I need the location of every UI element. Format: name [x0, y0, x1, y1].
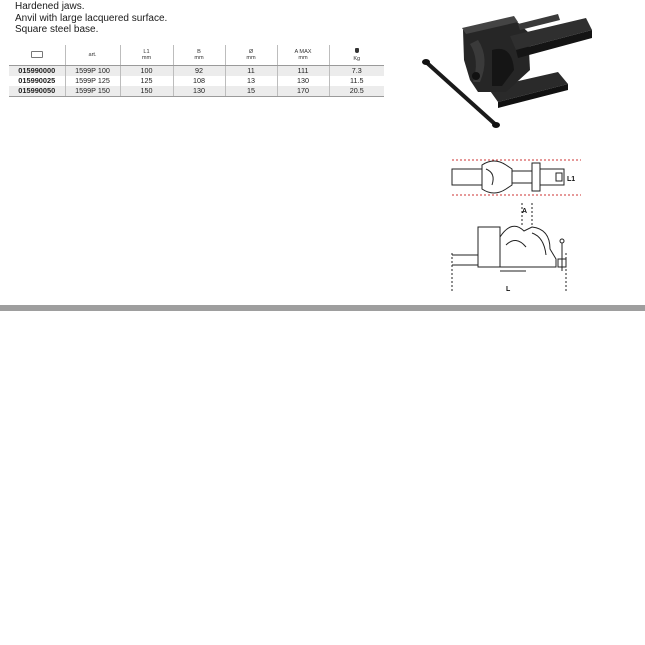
cell-a-max: 130: [277, 76, 329, 86]
table-header-row: [9, 45, 384, 66]
spec-table: [9, 45, 384, 97]
cell-art: 1599P 100: [65, 66, 120, 77]
description-line: Anvil with large lacquered surface.: [15, 12, 168, 24]
product-description: [15, 1, 167, 36]
header-art: art.: [65, 45, 120, 66]
cell-l1: 100: [120, 66, 173, 77]
table-row: [9, 66, 384, 77]
header-l1: L1 mm: [120, 45, 173, 66]
label-l1: L1: [567, 176, 576, 183]
header-diameter: Ø mm: [225, 45, 277, 66]
cell-code: 015990000: [9, 66, 65, 77]
cell-l1: 150: [120, 86, 173, 97]
bench-vise-photo: [418, 10, 598, 135]
section-divider-bar: [0, 305, 645, 311]
cell-art: 1599P 125: [65, 76, 120, 86]
header-code: [9, 45, 65, 66]
cell-code: 015990025: [9, 76, 65, 86]
cell-code: 015990050: [9, 86, 65, 97]
description-line: Square steel base.: [15, 24, 99, 35]
cell-weight: 7.3: [329, 66, 384, 77]
cell-diameter: 15: [225, 86, 277, 97]
cell-b: 92: [173, 66, 225, 77]
cell-diameter: 13: [225, 76, 277, 86]
cell-a-max: 111: [277, 66, 329, 77]
label-a: A: [522, 208, 528, 215]
header-a-max: A MAX mm: [277, 45, 329, 66]
cell-diameter: 11: [225, 66, 277, 77]
weight-icon: [355, 48, 359, 53]
dimension-drawing: [446, 155, 586, 295]
cell-weight: 11.5: [329, 76, 384, 86]
table-row: [9, 86, 384, 97]
header-b: B mm: [173, 45, 225, 66]
cell-weight: 20.5: [329, 86, 384, 97]
description-line: Hardened jaws.: [15, 1, 85, 12]
cell-b: 130: [173, 86, 225, 97]
table-row: [9, 76, 384, 86]
cell-b: 108: [173, 76, 225, 86]
code-icon: [31, 51, 43, 58]
cell-l1: 125: [120, 76, 173, 86]
cell-a-max: 170: [277, 86, 329, 97]
cell-art: 1599P 150: [65, 86, 120, 97]
label-l: L: [506, 286, 511, 293]
header-weight: Kg: [329, 45, 384, 66]
